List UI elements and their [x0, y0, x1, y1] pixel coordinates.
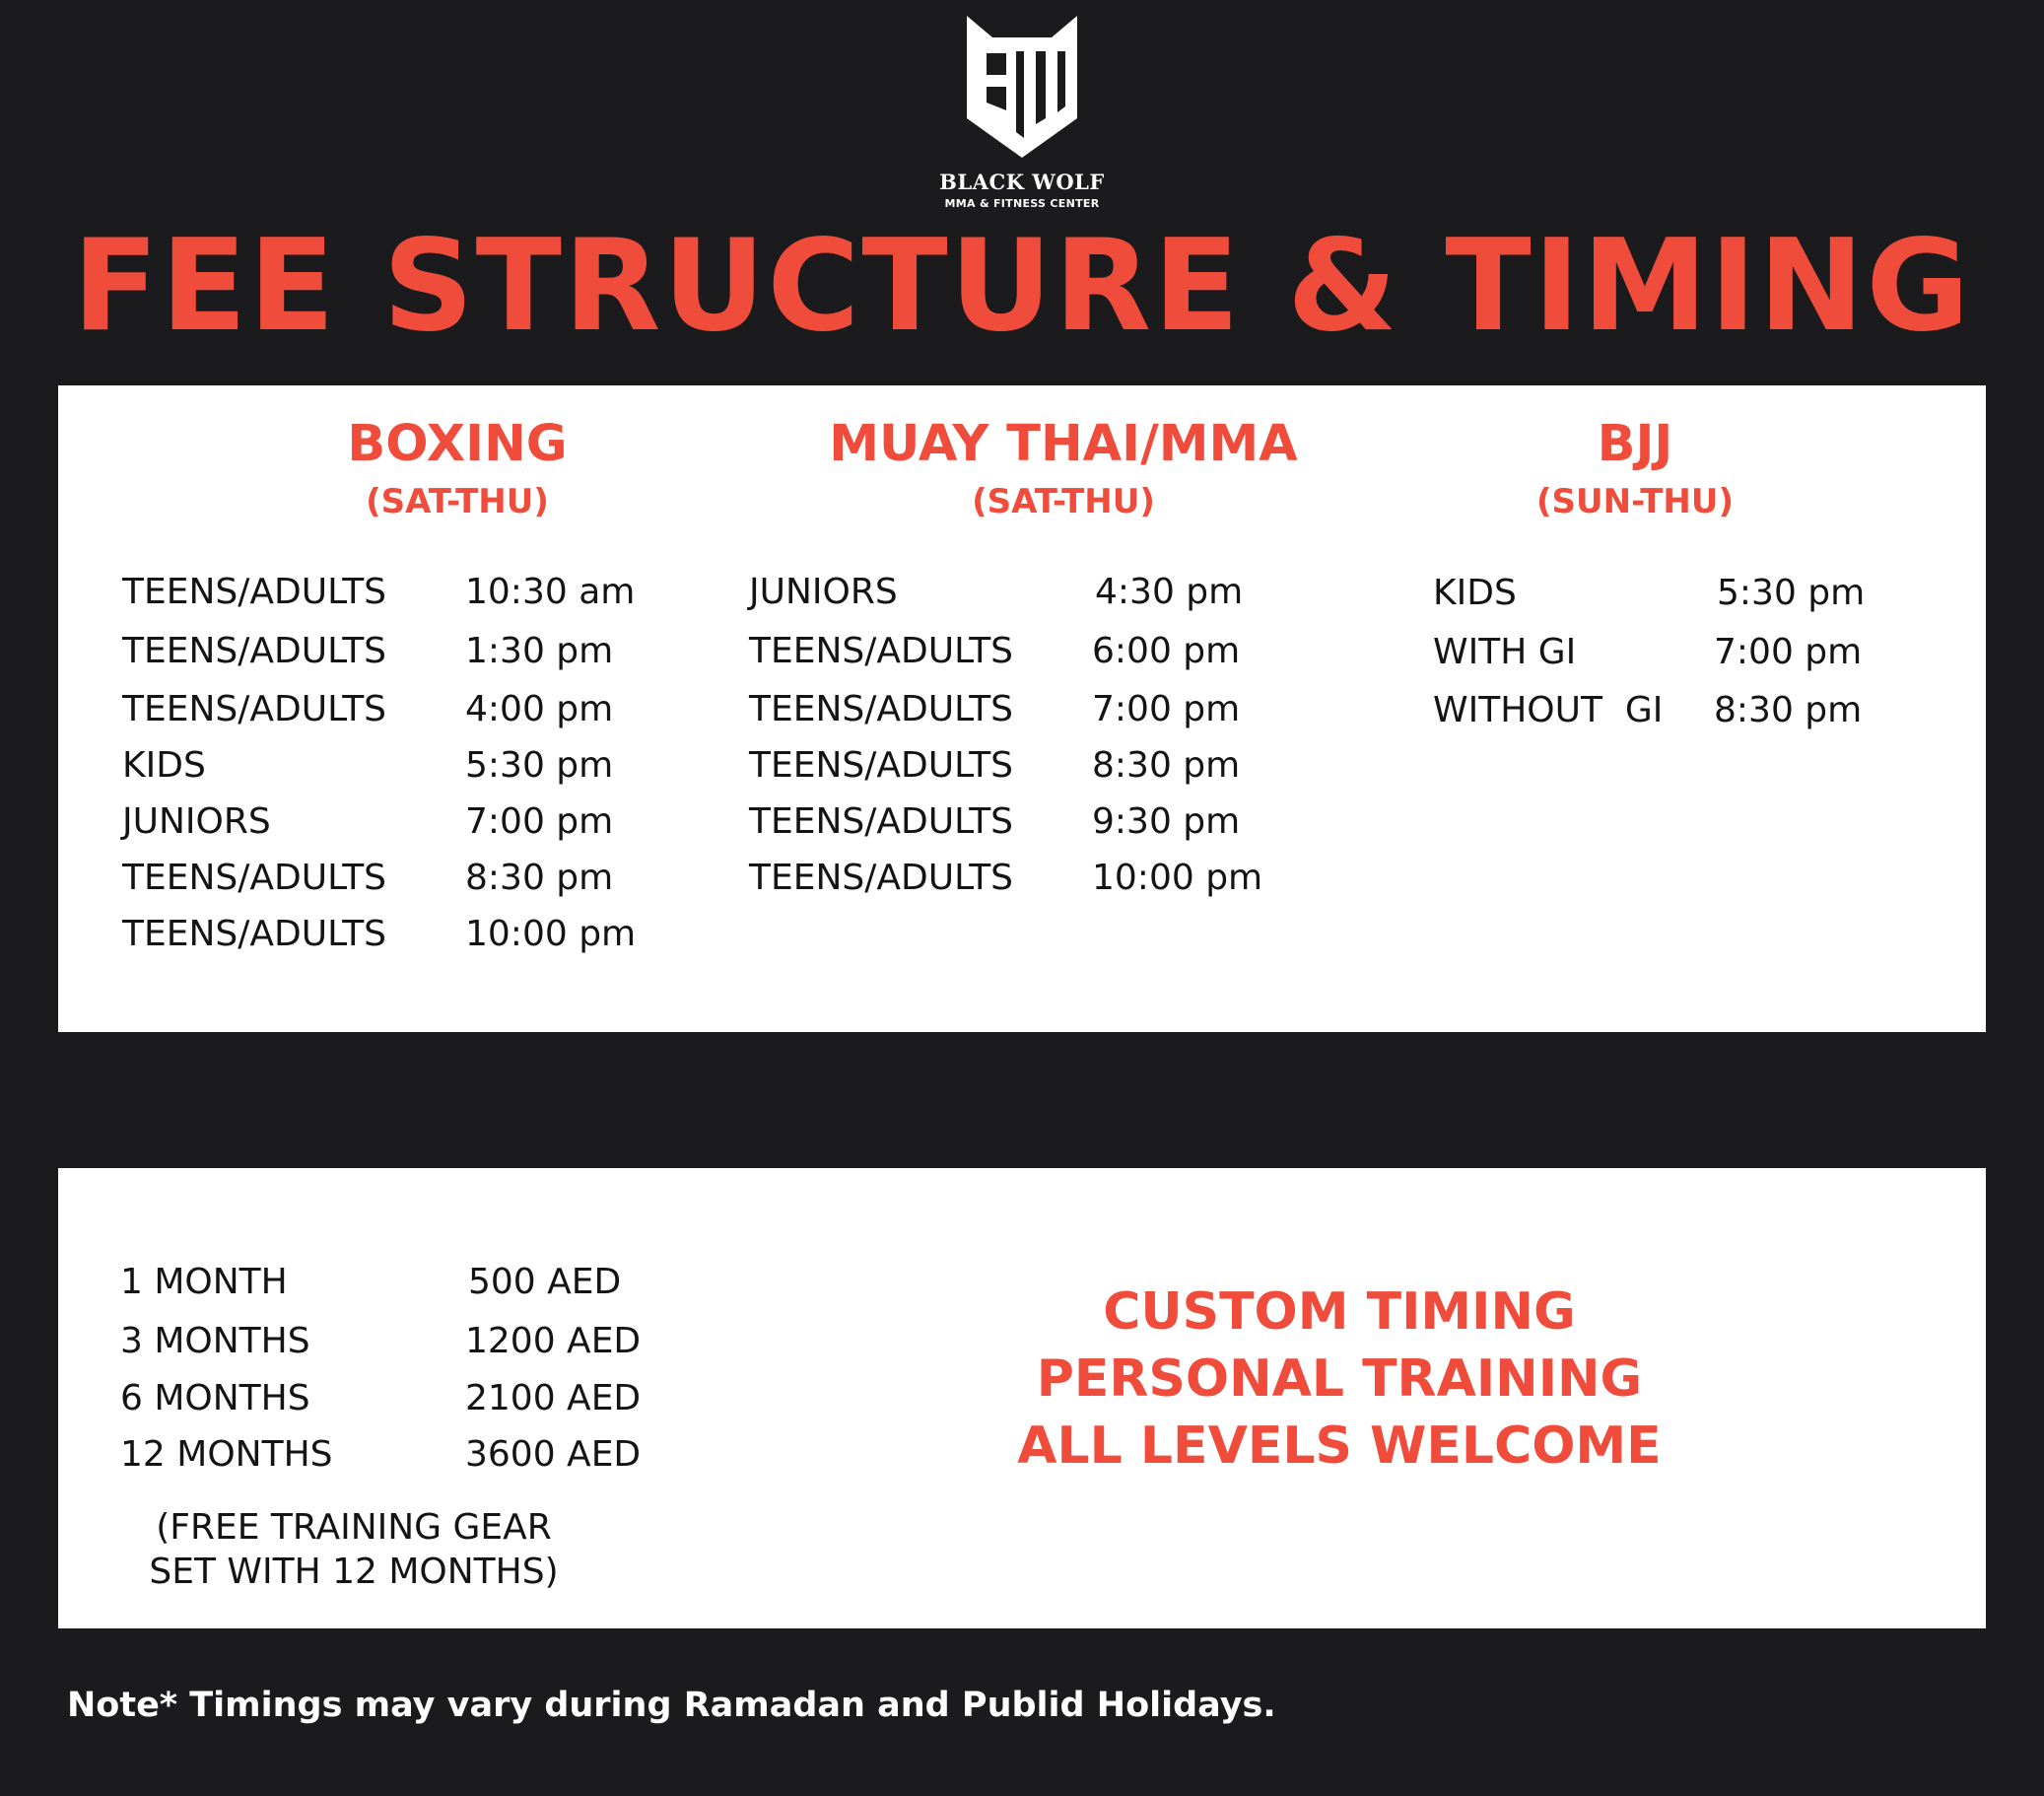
boxing-row-group: TEENS/ADULTS — [122, 689, 387, 729]
boxing-row-time: 8:30 pm — [465, 858, 614, 898]
boxing-row-time: 1:30 pm — [465, 631, 614, 671]
fee-row-plan: 1 MONTH — [120, 1262, 288, 1302]
boxing-row-group: JUNIORS — [122, 801, 271, 842]
boxing-row-time: 10:30 am — [465, 572, 636, 612]
gear-note-line: (FREE TRAINING GEAR — [156, 1507, 552, 1548]
muay-thai-row-time: 6:00 pm — [1092, 631, 1241, 671]
bjj-row-group: KIDS — [1433, 573, 1517, 613]
muay-thai-row-group: TEENS/ADULTS — [749, 801, 1014, 842]
footnote: Note* Timings may vary during Ramadan and Publid Holidays. — [67, 1686, 1276, 1725]
boxing-days: (SAT-THU) — [366, 482, 549, 521]
fee-row-price: 500 AED — [468, 1262, 622, 1302]
boxing-row-time: 7:00 pm — [465, 801, 614, 842]
boxing-row-group: KIDS — [122, 745, 206, 786]
boxing-row-time: 10:00 pm — [465, 914, 637, 954]
bjj-row-time: 5:30 pm — [1717, 573, 1866, 613]
boxing-row-group: TEENS/ADULTS — [122, 858, 387, 898]
promo-all-levels: ALL LEVELS WELCOME — [1017, 1416, 1662, 1476]
muay-thai-row-time: 9:30 pm — [1092, 801, 1241, 842]
fee-row-plan: 6 MONTHS — [120, 1378, 310, 1418]
brand-logo — [923, 12, 1121, 214]
muay-thai-row-time: 4:30 pm — [1095, 572, 1244, 612]
promo-custom-timing: CUSTOM TIMING — [1103, 1282, 1576, 1342]
boxing-row-group: TEENS/ADULTS — [122, 914, 387, 954]
fee-row-price: 1200 AED — [465, 1321, 642, 1361]
page-title: FEE STRUCTURE & TIMING — [72, 213, 1972, 360]
schedule-panel — [58, 385, 1986, 1032]
promo-personal-training: PERSONAL TRAINING — [1036, 1349, 1643, 1409]
fee-row-price: 2100 AED — [465, 1378, 642, 1418]
muay-thai-row-group: JUNIORS — [749, 572, 898, 612]
bjj-row-time: 7:00 pm — [1714, 632, 1863, 672]
boxing-row-group: TEENS/ADULTS — [122, 572, 387, 612]
boxing-row-time: 5:30 pm — [465, 745, 614, 786]
gear-note-line: SET WITH 12 MONTHS) — [149, 1552, 559, 1592]
boxing-row-time: 4:00 pm — [465, 689, 614, 729]
muay-thai-row-time: 10:00 pm — [1092, 858, 1263, 898]
bjj-row-time: 8:30 pm — [1714, 690, 1863, 730]
muay-thai-row-group: TEENS/ADULTS — [749, 631, 1014, 671]
bjj-row-group: WITH GI — [1433, 632, 1577, 672]
bjj-row-group: WITHOUT GI — [1433, 690, 1664, 730]
fee-row-price: 3600 AED — [465, 1434, 642, 1475]
bjj-days: (SUN-THU) — [1536, 482, 1734, 521]
brand-subtitle: MMA & FITNESS CENTER — [944, 197, 1100, 210]
muay-thai-title: MUAY THAI/MMA — [829, 415, 1298, 473]
muay-thai-row-group: TEENS/ADULTS — [749, 858, 1014, 898]
fee-row-plan: 3 MONTHS — [120, 1321, 310, 1361]
boxing-row-group: TEENS/ADULTS — [122, 631, 387, 671]
fee-row-plan: 12 MONTHS — [120, 1434, 333, 1475]
muay-thai-row-time: 7:00 pm — [1092, 689, 1241, 729]
fee-panel — [58, 1168, 1986, 1628]
muay-thai-row-time: 8:30 pm — [1092, 745, 1241, 786]
muay-thai-days: (SAT-THU) — [972, 482, 1155, 521]
wolf-shield-icon — [963, 12, 1081, 160]
bjj-title: BJJ — [1597, 415, 1673, 473]
brand-name: BLACK WOLF — [939, 170, 1105, 194]
boxing-title: BOXING — [347, 415, 568, 473]
muay-thai-row-group: TEENS/ADULTS — [749, 745, 1014, 786]
muay-thai-row-group: TEENS/ADULTS — [749, 689, 1014, 729]
